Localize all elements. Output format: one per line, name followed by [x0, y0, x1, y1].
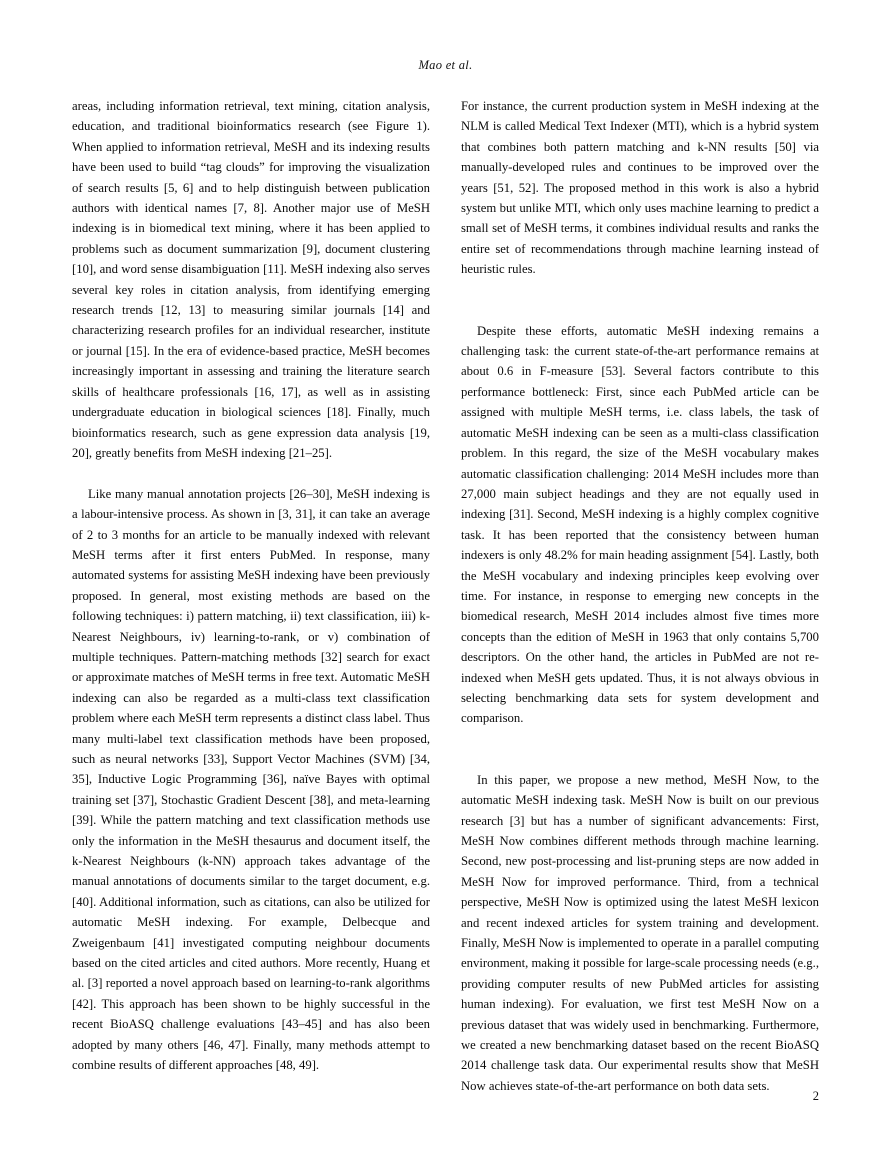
body-paragraph: Despite these efforts, automatic MeSH indexing remains a challenging task: the current state-of-the-art performance remains at about 0.6 in F-measure [53]. Several factors contribute to this performance bottleneck: First, since each PubMed article can be assigned with multiple MeSH terms, i.e. class labels, the task of automatic MeSH indexing can be seen as a multi-class classification problem. In this regard, the size of the MeSH vocabulary makes automatic classification challenging: 2014 MeSH includes more than 27,000 main subject headings and they are not equally used in indexing [31]. Second, MeSH indexing is a highly complex cognitive task. It has been reported that the consistency between human indexers is only 48.2% for main heading assignment [54]. Lastly, both the MeSH vocabulary and indexing principles keep evolving over time. For instance, in response to emerging new concepts in the biomedical research, MeSH 2014 includes almost five times more concepts than the edition of MeSH in 1963 that only contains 5,700 descriptors. On the other hand, the articles in PubMed are not re-indexed when MeSH gets updated. Thus, it is not always obvious in selecting benchmarking data sets for system development and comparison.: [461, 323, 819, 726]
right-column: [461, 96, 819, 1096]
two-column-body: [72, 96, 819, 1096]
body-paragraph: In this paper, we propose a new method, MeSH Now, to the automatic MeSH indexing task. MeSH Now is built on our previous research [3] but has a number of significant advancements: First, MeSH Now combines different methods through machine learning. Second, new post-processing and list-pruning steps are now added in MeSH Now for improved performance. Third, from a technical perspective, MeSH Now is optimized using the latest MeSH lexicon and recent indexed articles for system training and development. Finally, MeSH Now is implemented to operate in a parallel computing environment, making it possible for large-scale processing needs (e.g., providing computer results of new PubMed articles for assisting human indexing). For evaluation, we first test MeSH Now on a previous dataset that was widely used in benchmarking. Furthermore, we created a new benchmarking dataset based on the recent BioASQ 2014 challenge task data. Our experimental results show that MeSH Now achieves state-of-the-art performance on both data sets.: [461, 772, 819, 1093]
left-column: [72, 96, 430, 1096]
body-paragraph: For instance, the current production system in MeSH indexing at the NLM is called Medical Text Indexer (MTI), which is a hybrid system that combines both pattern matching and k-NN results [50] via manually-developed rules and continues to be improved over the years [51, 52]. The proposed method in this work is also a hybrid system but unlike MTI, which only uses machine learning to predict a small set of MeSH terms, it combines individual results and ranks the entire set of recommendations through machine learning instead of heuristic rules.: [461, 99, 819, 277]
body-paragraph: areas, including information retrieval, text mining, citation analysis, education, and traditional bioinformatics research (see Figure 1). When applied to information retrieval, MeSH and its indexing results have been used to build “tag clouds” for improving the visualization of search results [5, 6] and to help distinguish between publication authors with identical names [7, 8]. Another major use of MeSH indexing is in biomedical text mining, where it has been applied to problems such as document summarization [9], document clustering [10], and word sense disambiguation [11]. MeSH indexing also serves several key roles in citation analysis, from identifying emerging research trends [12, 13] to measuring similar journals [14] and characterizing research profiles for an individual researcher, institute or journal [15]. In the era of evidence-based practice, MeSH becomes increasingly important in assessing and training the literature search skills of healthcare professionals [16, 17], as well as in assisting undergraduate education in biological sciences [18]. Finally, much bioinformatics research, such as gene expression data analysis [19, 20], greatly benefits from MeSH indexing [21–25].: [72, 99, 430, 460]
running-head: Mao et al.: [418, 58, 473, 72]
page-number: 2: [812, 1089, 819, 1103]
body-paragraph: Like many manual annotation projects [26–30], MeSH indexing is a labour-intensive process. As shown in [3, 31], it can take an average of 2 to 3 months for an article to be manually indexed with relevant MeSH terms after it first enters PubMed. In response, many automated systems for assisting MeSH indexing have been previously proposed. In general, most existing methods are based on the following techniques: i) pattern matching, ii) text classification, iii) k-Nearest Neighbours, iv) learning-to-rank, or v) combination of multiple techniques. Pattern-matching methods [32] search for exact or approximate matches of MeSH terms in free text. Automatic MeSH indexing can also be regarded as a multi-class text classification problem where each MeSH term represents a distinct class label. Thus many multi-label text classification methods have been proposed, such as neural networks [33], Support Vector Machines (SVM) [34, 35], Inductive Logic Programming [36], naïve Bayes with optimal training set [37], Stochastic Gradient Descent [38], and meta-learning [39]. While the pattern matching and text classification methods use only the information in the MeSH thesaurus and document itself, the k-Nearest Neighbours (k-NN) approach takes advantage of the manual annotations of documents similar to the target document, e.g. [40]. Additional information, such as citations, can also be utilized for automatic MeSH indexing. For example, Delbecque and Zweigenbaum [41] investigated computing neighbour documents based on the cited articles and cited authors. More recently, Huang et al. [3] reported a novel approach based on learning-to-rank algorithms [42]. This approach has been shown to be highly successful in the recent BioASQ challenge evaluations [43–45] and has also been adopted by many others [46, 47]. Finally, many methods attempt to combine results of different approaches [48, 49].: [72, 486, 430, 1073]
